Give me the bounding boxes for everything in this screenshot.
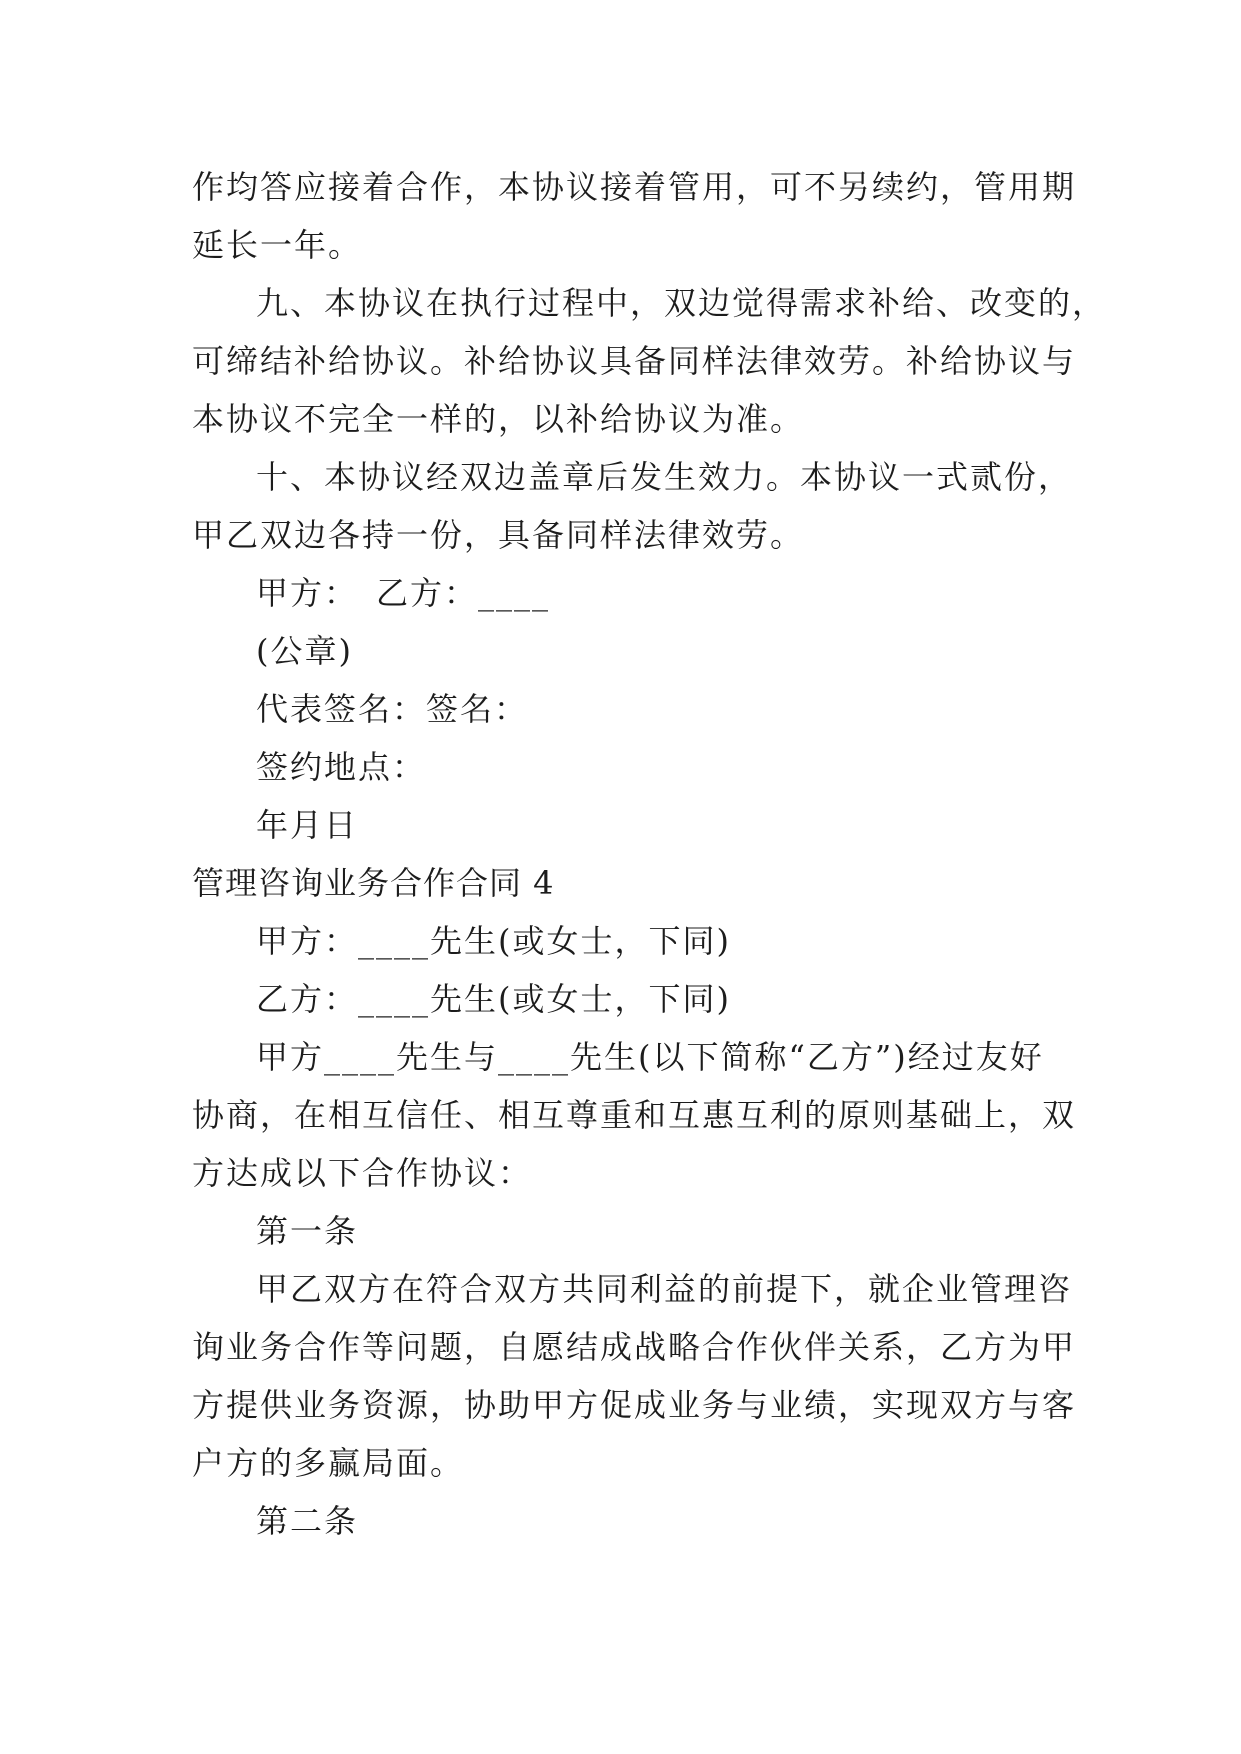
text-line: 询业务合作等问题，自愿结成战略合作伙伴关系，乙方为甲: [192, 1328, 1077, 1366]
document-page: [192, 158, 1107, 1550]
signing-date: [192, 796, 1052, 854]
text-line: 甲方： 乙方：____: [256, 574, 551, 612]
text-line: 甲乙双边各持一份，具备同样法律效劳。: [192, 516, 805, 554]
paragraph: [192, 448, 1073, 564]
paragraph: [192, 1260, 1077, 1492]
party-a-line: [192, 912, 1052, 970]
text-line: 甲方：____先生(或女士，下同): [256, 922, 731, 960]
text-line: 十、本协议经双边盖章后发生效力。本协议一式贰份，: [256, 458, 1073, 496]
signature-parties: [192, 564, 1052, 622]
text-line: 代表签名：签名：: [256, 690, 529, 728]
text-line: 第二条: [256, 1502, 359, 1540]
paragraph: [192, 274, 1107, 448]
text-line: (公章): [256, 632, 353, 670]
representative-signature: [192, 680, 1052, 738]
text-line: 甲方____先生与____先生(以下简称“乙方”)经过友好: [256, 1038, 1044, 1076]
text-line: 签约地点：: [256, 748, 427, 786]
text-line: 乙方：____先生(或女士，下同): [256, 980, 731, 1018]
text-line: 本协议不完全一样的，以补给协议为准。: [192, 400, 805, 438]
text-line: 方提供业务资源，协助甲方促成业务与业绩，实现双方与客: [192, 1386, 1077, 1424]
text-line: 第一条: [256, 1212, 359, 1250]
text-line: 年月日: [256, 806, 359, 844]
text-line: 延长一年。: [192, 226, 363, 264]
text-line: 方达成以下合作协议：: [192, 1154, 533, 1192]
seal-note: [192, 622, 1052, 680]
text-line: 甲乙双方在符合双方共同利益的前提下，就企业管理咨: [256, 1270, 1073, 1308]
text-line: 作均答应接着合作，本协议接着管用，可不另续约，管用期: [192, 168, 1077, 206]
article-heading: [192, 1492, 1052, 1550]
paragraph: [192, 158, 1077, 274]
article-heading: [192, 1202, 1052, 1260]
contract-heading: 管理咨询业务合作合同 4: [192, 864, 555, 902]
paragraph: [192, 1028, 1077, 1202]
signing-location: [192, 738, 1052, 796]
party-b-line: [192, 970, 1052, 1028]
text-line: 九、本协议在执行过程中，双边觉得需求补给、改变的，: [256, 284, 1107, 322]
text-line: 协商，在相互信任、相互尊重和互惠互利的原则基础上，双: [192, 1096, 1077, 1134]
text-line: 户方的多赢局面。: [192, 1444, 465, 1482]
text-line: 可缔结补给协议。补给协议具备同样法律效劳。补给协议与: [192, 342, 1077, 380]
